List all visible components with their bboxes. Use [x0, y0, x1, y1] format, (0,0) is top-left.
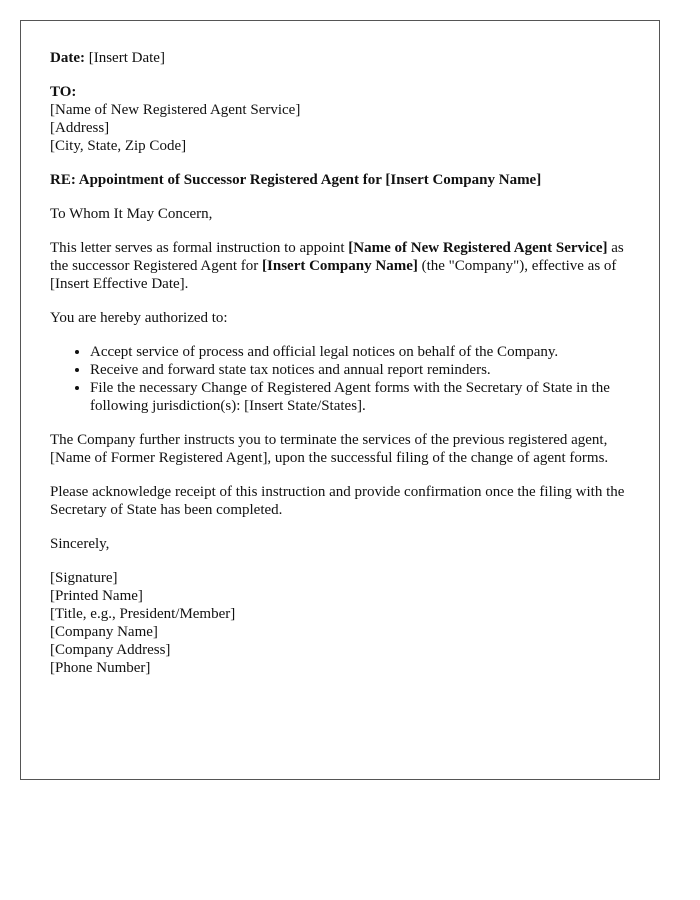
authorized-intro: You are hereby authorized to:: [50, 310, 228, 326]
date-line: [50, 49, 632, 67]
authorization-item: • Receive and forward state tax notices and annual report reminders.: [90, 361, 632, 379]
appointment-paragraph: [50, 239, 632, 293]
authorization-item: • Accept service of process and official legal notices on behalf of the Company.: [90, 343, 632, 361]
phone-number-line: [Phone Number]: [50, 660, 151, 676]
signature-block: [50, 569, 632, 677]
termination-paragraph: The Company further instructs you to terminate the services of the previous registered agent, [Name of Former Registered Agent], upon the successful filing of the change of agent forms.: [50, 432, 609, 466]
date-value: [Insert Date]: [88, 50, 165, 66]
salutation: To Whom It May Concern,: [50, 206, 213, 222]
signature-line: [Signature]: [50, 570, 118, 586]
appointment-text-3: (the "Company"), effective as of [Insert Effective Date].: [50, 258, 617, 292]
subject-line: [50, 171, 632, 189]
recipient-name: [Name of New Registered Agent Service]: [50, 102, 301, 118]
letter-content: [50, 49, 632, 677]
closing: Sincerely,: [50, 536, 110, 552]
date-label: Date:: [50, 50, 85, 66]
appointment-text-1: This letter serves as formal instruction to appoint: [50, 240, 349, 256]
printed-name-line: [Printed Name]: [50, 588, 143, 604]
recipient-block: [50, 83, 632, 155]
acknowledgement-paragraph: Please acknowledge receipt of this instruction and provide confirmation once the filing with the Secretary of State has been completed.: [50, 484, 625, 518]
company-address-line: [Company Address]: [50, 642, 171, 658]
recipient-address: [Address]: [50, 120, 110, 136]
subject-text: RE: Appointment of Successor Registered Agent for [Insert Company Name]: [50, 172, 542, 188]
new-agent-name: [Name of New Registered Agent Service]: [348, 240, 608, 256]
company-name-line: [Company Name]: [50, 624, 158, 640]
to-label: TO:: [50, 84, 77, 100]
letter-page: [20, 20, 660, 780]
recipient-city-state-zip: [City, State, Zip Code]: [50, 138, 187, 154]
title-line: [Title, e.g., President/Member]: [50, 606, 236, 622]
authorization-item: • File the necessary Change of Registered Agent forms with the Secretary of State in the following jurisdiction(s): [Insert State/States].: [90, 379, 632, 415]
appointment-text-2: as the successor Registered Agent for: [50, 240, 624, 274]
company-name: [Insert Company Name]: [262, 258, 418, 274]
authorization-list: [50, 343, 632, 415]
